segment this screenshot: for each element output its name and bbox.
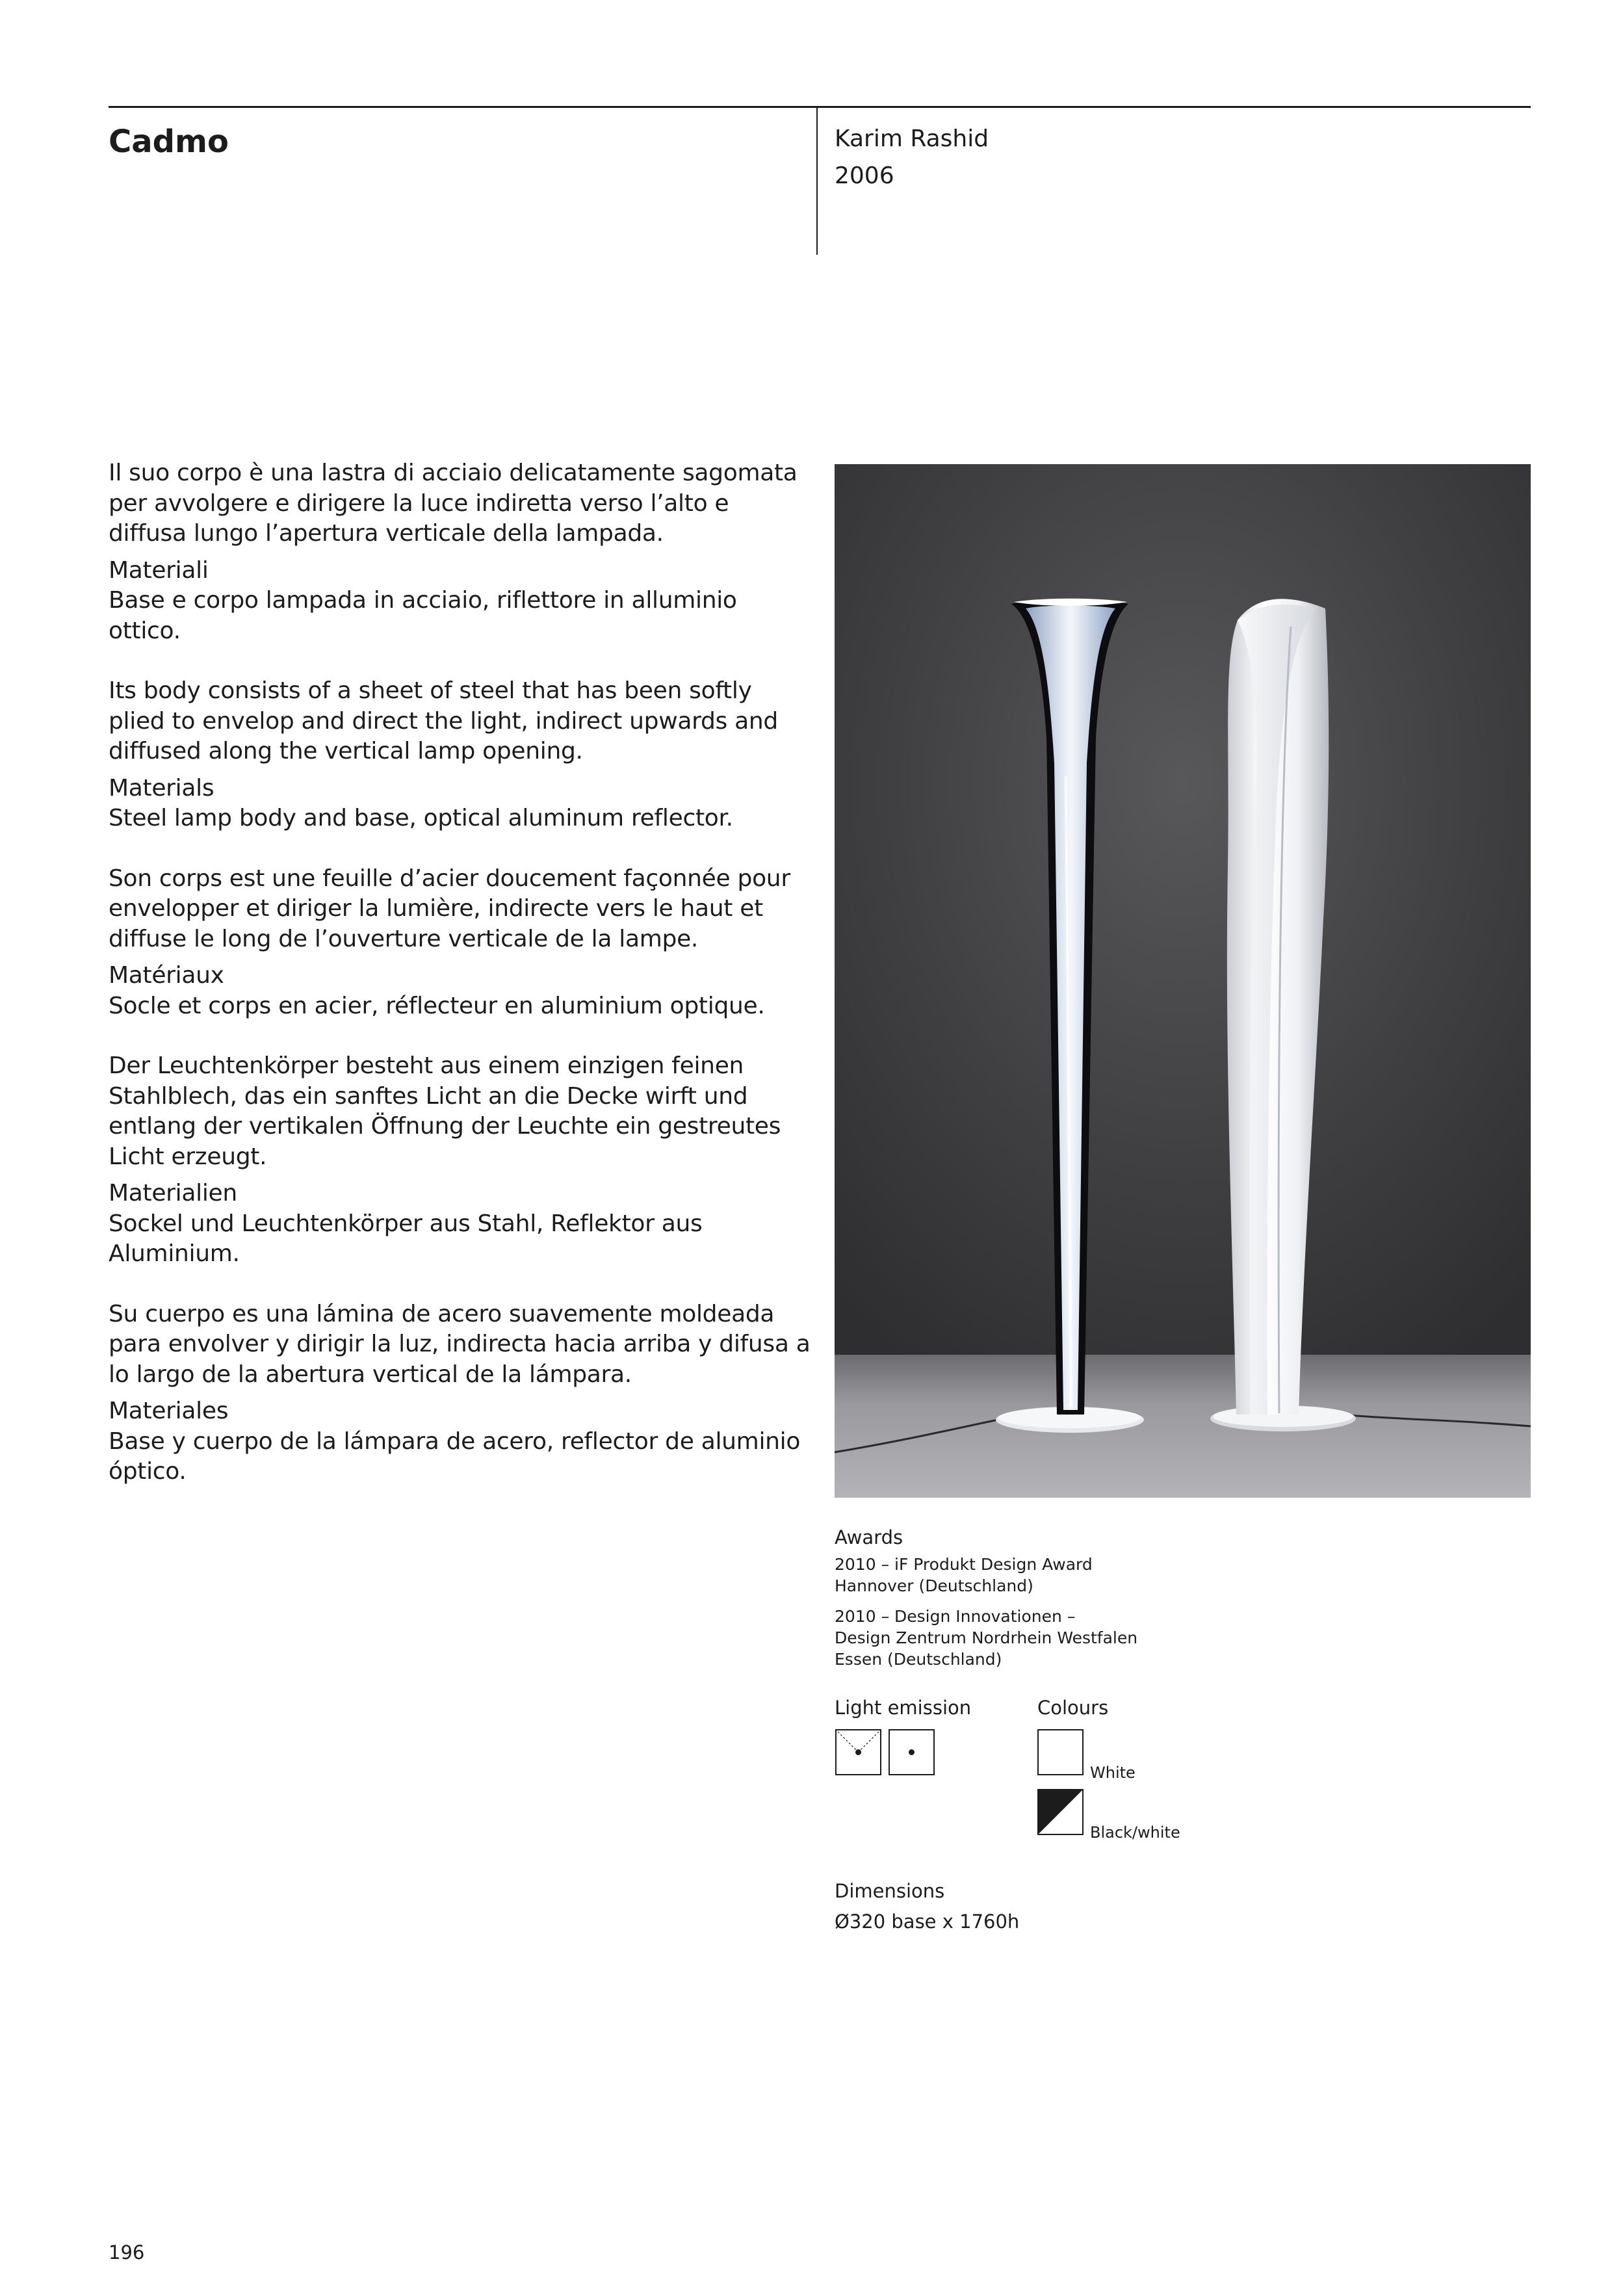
award-line: Hannover (Deutschland) [835,1576,1033,1595]
photo-floor [835,1355,1531,1498]
photo-wall [835,464,1531,1374]
materials-text: Sockel und Leuchtenkörper aus Stahl, Reflektor aus Aluminium. [109,1210,703,1267]
award-line: Design Zentrum Nordrhein Westfalen [835,1628,1138,1647]
materials-text: Base e corpo lampada in acciaio, riflettore in alluminio ottico. [109,587,737,644]
colour-swatch-black-white [1037,1789,1084,1835]
materials-label: Materialien [109,1180,237,1207]
materials-text: Socle et corps en acier, réflecteur en aluminium optique. [109,992,765,1019]
awards-title: Awards [835,1526,903,1548]
light-emission-title: Light emission [835,1697,972,1719]
materials-label: Materials [109,774,214,802]
product-title: Cadmo [109,124,229,160]
colour-label-white: White [1090,1764,1136,1782]
colour-label-black-white: Black/white [1090,1823,1180,1842]
colours-title: Colours [1037,1697,1109,1719]
materials-label: Materiales [109,1398,229,1424]
top-rule [109,106,1531,108]
description-text: Il suo corpo è una lastra di acciaio delicatamente sagomata per avvolgere e dirigere la luce indiretta verso l’alto e diffusa lungo l’apertura verticale della lampada. [109,460,798,547]
description-french [109,864,814,1022]
description-column [109,458,814,1517]
award-item [835,1606,1225,1670]
materials-label: Matériaux [109,962,224,989]
materials-text: Base y cuerpo de la lámpara de acero, reflector de aluminio óptico. [109,1428,801,1485]
description-italian [109,458,814,646]
description-text: Su cuerpo es una lámina de acero suavemente moldeada para envolver y dirigir la luz, indirecta hacia arriba y difusa a lo largo de la abertura vertical de la lámpara. [109,1300,811,1388]
diffused-light-icon [889,1729,935,1775]
award-line: 2010 – iF Produkt Design Award [835,1555,1093,1574]
indirect-uplight-icon [835,1729,881,1775]
award-item [835,1554,1225,1597]
materials-label: Materiali [109,556,209,584]
description-text: Its body consists of a sheet of steel that has been softly plied to envelop and direct the light, indirect upwards and diffused along the vertical lamp opening. [109,677,778,764]
dimensions-value: Ø320 base x 1760h [835,1911,1020,1933]
designer-name: Karim Rashid [835,125,989,152]
colour-swatch-white [1037,1729,1084,1775]
design-year: 2006 [835,163,894,189]
description-english [109,676,814,834]
materials-text: Steel lamp body and base, optical aluminum reflector. [109,805,733,831]
description-text: Der Leuchtenkörper besteht aus einem einzigen feinen Stahlblech, das ein sanftes Licht an die Decke wirft und entlang der vertikalen Öffnung der Leuchte ein gestreutes Licht erzeugt. [109,1052,781,1170]
description-spanish [109,1299,814,1487]
page-number: 196 [109,2241,145,2263]
award-line: Essen (Deutschland) [835,1650,1002,1669]
description-german [109,1051,814,1270]
description-text: Son corps est une feuille d’acier doucement façonnée pour envelopper et diriger la lumière, indirecte vers le haut et diffuse le long de l’ouverture verticale de la lampe. [109,865,790,952]
award-line: 2010 – Design Innovationen – [835,1607,1076,1626]
header-divider [816,108,818,255]
dimensions-title: Dimensions [835,1880,945,1902]
product-photo [835,464,1531,1498]
